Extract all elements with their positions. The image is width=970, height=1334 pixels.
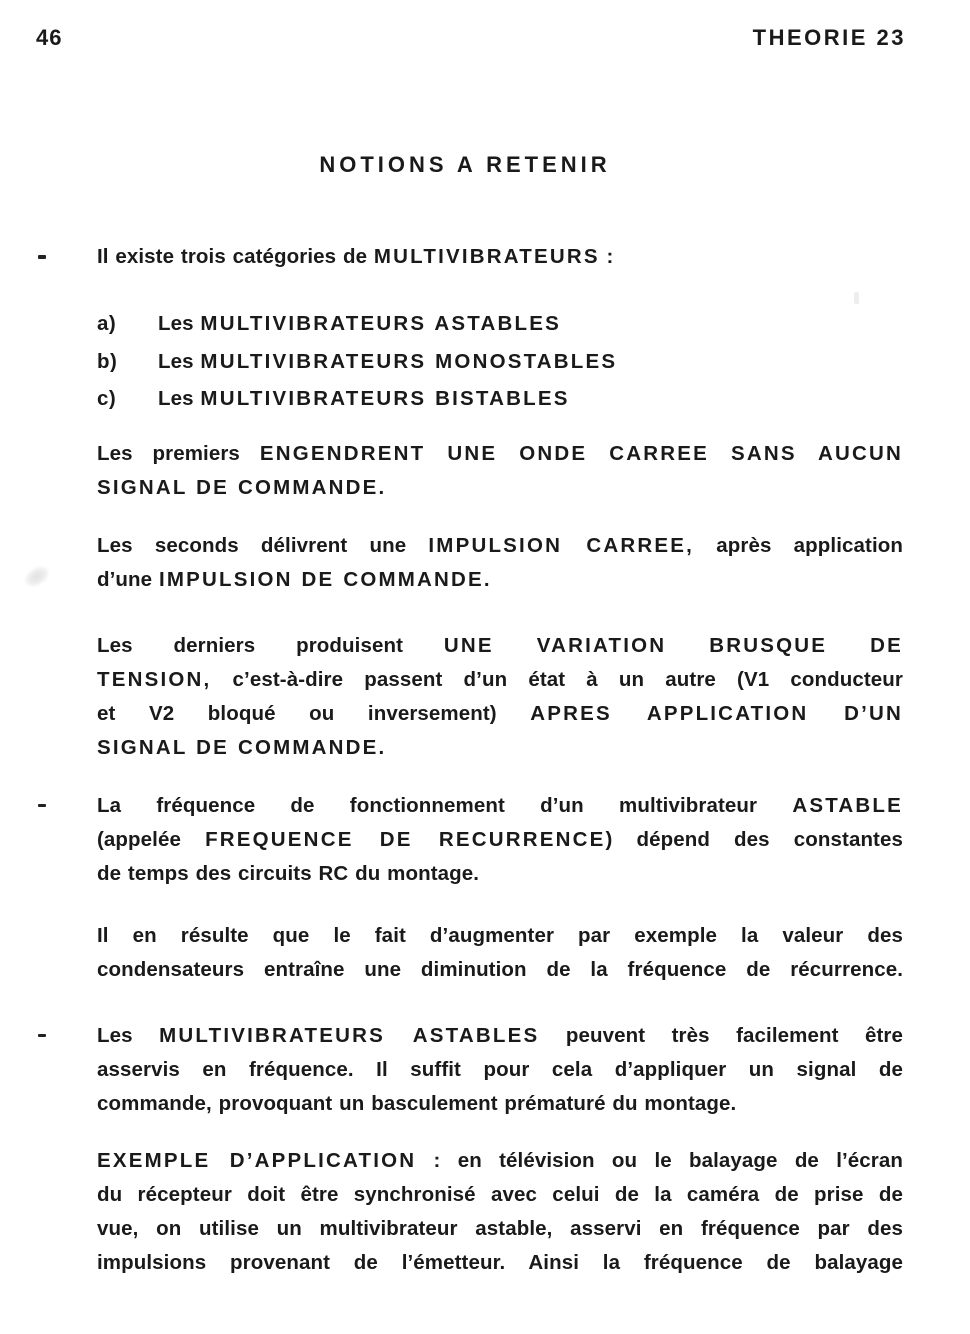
- text-line: de temps des circuits RC du montage.: [97, 861, 480, 885]
- list-item-text: [158, 380, 903, 418]
- text-line: Les MULTIVIBRATEURS MONOSTABLES: [158, 349, 618, 373]
- text-line: Il existe trois catégories de MULTIVIBRATEURS :: [97, 245, 614, 268]
- text-line: SIGNAL DE COMMANDE.: [97, 475, 387, 499]
- text-line: asservis en fréquence. Il suffit pour cela d’appliquer un signal de: [97, 1057, 903, 1081]
- text-line: du récepteur doit être synchronisé avec celui de la caméra de prise de: [97, 1182, 903, 1206]
- paragraph-text: [97, 919, 903, 987]
- list-item-label: b): [97, 349, 118, 373]
- text-line: (appelée FREQUENCE DE RECURRENCE) dépend des constantes: [97, 827, 903, 851]
- paragraph-text: [97, 529, 903, 597]
- paragraph-categories-intro: [97, 240, 903, 274]
- paragraph-exemple-application: [97, 1144, 903, 1280]
- list-item-monostables: [97, 343, 903, 381]
- list-item-astables: [97, 305, 903, 343]
- paragraph-derniers: [97, 629, 903, 765]
- paragraph-text: [97, 629, 903, 765]
- dash-bullet: [38, 255, 46, 259]
- text-line: condensateurs entraîne une diminution de la fréquence de récurrence.: [97, 957, 903, 981]
- paragraph-asservis: [97, 1019, 903, 1121]
- text-line: Il en résulte que le fait d’augmenter par exemple la valeur des: [97, 923, 903, 947]
- page-content: [0, 240, 970, 1280]
- page-title: NOTIONS A RETENIR: [319, 152, 611, 177]
- text-line: impulsions provenant de l’émetteur. Ainsi la fréquence de balayage: [97, 1250, 903, 1274]
- page-header: [0, 0, 970, 50]
- text-line: et V2 bloqué ou inversement) APRES APPLICATION D’UN: [97, 701, 903, 725]
- text-line: Les MULTIVIBRATEURS BISTABLES: [158, 387, 570, 410]
- list-item-label: a): [97, 312, 117, 335]
- text-line: La fréquence de fonctionnement d’un multivibrateur ASTABLE: [97, 793, 903, 817]
- paragraph-seconds: [97, 529, 903, 597]
- scan-fleck-artifact: [854, 292, 859, 304]
- paragraph-text: [97, 789, 903, 891]
- dash-bullet: [38, 804, 46, 808]
- dash-bullet: [38, 1034, 46, 1038]
- paragraph-frequence-recurrence: [97, 789, 903, 891]
- text-line: Les seconds délivrent une IMPULSION CARREE, après application: [97, 533, 903, 557]
- section-header: THEORIE 23: [752, 25, 906, 50]
- multivibrator-category-list: [97, 305, 903, 418]
- list-item-text: [158, 305, 903, 343]
- text-line: TENSION, c’est-à-dire passent d’un état à un autre (V1 conducteur: [97, 667, 903, 691]
- paragraph-text: [97, 1144, 903, 1280]
- paragraph-text: [97, 437, 903, 505]
- text-line: Les derniers produisent UNE VARIATION BRUSQUE DE: [97, 633, 903, 657]
- text-line: EXEMPLE D’APPLICATION : en télévision ou le balayage de l’écran: [97, 1148, 903, 1172]
- paragraph-text: [97, 240, 903, 274]
- paragraph-premiers: [97, 437, 903, 505]
- text-line: SIGNAL DE COMMANDE.: [97, 735, 387, 759]
- paragraph-resulte: [97, 919, 903, 987]
- paragraph-text: [97, 1019, 903, 1121]
- text-line: Les MULTIVIBRATEURS ASTABLES: [158, 312, 561, 335]
- text-line: Les MULTIVIBRATEURS ASTABLES peuvent très facilement être: [97, 1023, 904, 1047]
- page-number: 46: [36, 25, 63, 50]
- text-line: commande, provoquant un basculement prématuré du montage.: [97, 1091, 737, 1115]
- list-item-text: [158, 343, 903, 381]
- text-line: d’une IMPULSION DE COMMANDE.: [97, 567, 492, 591]
- list-item-label: c): [97, 387, 117, 410]
- list-item-bistables: [97, 380, 903, 418]
- text-line: Les premiers ENGENDRENT UNE ONDE CARREE SANS AUCUN: [97, 441, 903, 465]
- text-line: vue, on utilise un multivibrateur astable, asservi en fréquence par des: [97, 1216, 903, 1240]
